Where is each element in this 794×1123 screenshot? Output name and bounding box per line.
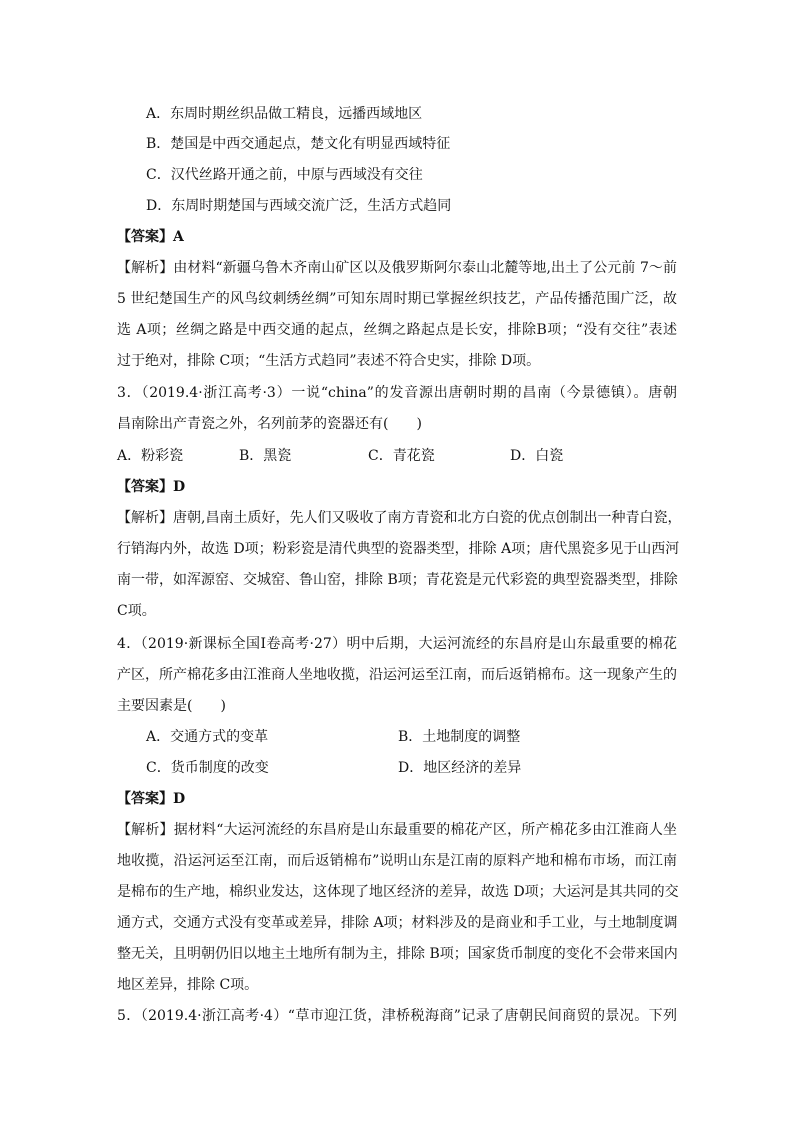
q2-answer: 【答案】A bbox=[117, 229, 184, 245]
q4-option-c: C．货币制度的改变 bbox=[146, 760, 269, 776]
q4-stem-line: 4．（2019·新课标全国Ⅰ卷高考·27）明中后期，大运河流经的东昌府是山东最重要的棉花 bbox=[117, 636, 677, 652]
q2-analysis-line: 选 A项；丝绸之路是中西交通的起点，丝绸之路起点是长安，排除B项；“没有交往”表述 bbox=[117, 322, 677, 338]
q3-option-c: C．青花瓷 bbox=[368, 448, 435, 464]
q3-option-d: D．白瓷 bbox=[510, 448, 564, 464]
q3-analysis-line: 行销海内外，故选 D项；粉彩瓷是清代典型的瓷器类型，排除 A项；唐代黑瓷多见于山西河 bbox=[117, 541, 680, 557]
q4-option-a: A．交通方式的变革 bbox=[146, 729, 269, 745]
q3-stem-line: 3．（2019.4·浙江高考·3）一说“china”的发音源出唐朝时期的昌南（今景德镇）。唐朝 bbox=[117, 385, 677, 401]
q2-analysis-line: 过于绝对，排除 C项；“生活方式趋同”表述不符合史实，排除 D项。 bbox=[117, 353, 541, 369]
q3-stem-line: 昌南除出产青瓷之外，名列前茅的瓷器还有( ) bbox=[117, 416, 422, 432]
q3-analysis-line: C项。 bbox=[117, 603, 156, 619]
q3-option-b: B．黑瓷 bbox=[239, 448, 292, 464]
q2-option-b: B．楚国是中西交通起点，楚文化有明显西域特征 bbox=[146, 136, 451, 152]
q2-option-a: A．东周时期丝织品做工精良，远播西域地区 bbox=[146, 106, 423, 122]
q2-option-d: D．东周时期楚国与西域交流广泛，生活方式趋同 bbox=[146, 198, 452, 214]
q4-analysis-line: 【解析】据材料“大运河流经的东昌府是山东最重要的棉花产区，所产棉花多由江淮商人坐 bbox=[117, 822, 677, 838]
q3-analysis-line: 【解析】唐朝,昌南土质好，先人们又吸收了南方青瓷和北方白瓷的优点创制出一种青白瓷， bbox=[117, 510, 682, 526]
q2-analysis-line: 【解析】由材料“新疆乌鲁木齐南山矿区以及俄罗斯阿尔泰山北麓等地,出土了公元前 7～前 bbox=[117, 260, 677, 276]
q4-stem-line: 主要因素是( ) bbox=[117, 698, 226, 714]
q2-option-c: C．汉代丝路开通之前，中原与西域没有交往 bbox=[146, 167, 423, 183]
q4-answer: 【答案】D bbox=[117, 791, 186, 807]
q4-analysis-line: 是棉布的生产地，棉织业发达，这体现了地区经济的差异，故选 D项；大运河是其共同的交 bbox=[117, 884, 679, 900]
q4-analysis-line: 整无关，且明朝仍旧以地主土地所有制为主，排除 B项；国家货币制度的变化不会带来国内 bbox=[117, 946, 678, 962]
q4-stem-line: 产区，所产棉花多由江淮商人坐地收揽，沿运河运至江南，而后返销棉布。这一现象产生的 bbox=[117, 667, 677, 683]
q2-analysis-line: 5 世纪楚国生产的风鸟纹刺绣丝绸”可知东周时期已掌握丝织技艺，产品传播范围广泛，故 bbox=[117, 291, 677, 307]
q5-stem-line: 5．（2019.4·浙江高考·4）“草市迎江货，津桥税海商”记录了唐朝民间商贸的景况。下列 bbox=[117, 1008, 677, 1024]
q3-analysis-line: 南一带，如浑源窑、交城窑、鲁山窑，排除 B项；青花瓷是元代彩瓷的典型瓷器类型，排除 bbox=[117, 572, 678, 588]
q4-analysis-line: 通方式，交通方式没有变革或差异，排除 A项；材料涉及的是商业和手工业，与土地制度调 bbox=[117, 915, 678, 931]
q3-option-a: A．粉彩瓷 bbox=[117, 448, 184, 464]
q4-analysis-line: 地区差异，排除 C项。 bbox=[117, 977, 259, 993]
q4-analysis-line: 地收揽，沿运河运至江南，而后返销棉布”说明山东是江南的原料产地和棉布市场，而江南 bbox=[117, 853, 677, 869]
q3-answer: 【答案】D bbox=[117, 479, 186, 495]
q4-option-d: D．地区经济的差异 bbox=[398, 760, 522, 776]
q4-option-b: B．土地制度的调整 bbox=[398, 729, 521, 745]
